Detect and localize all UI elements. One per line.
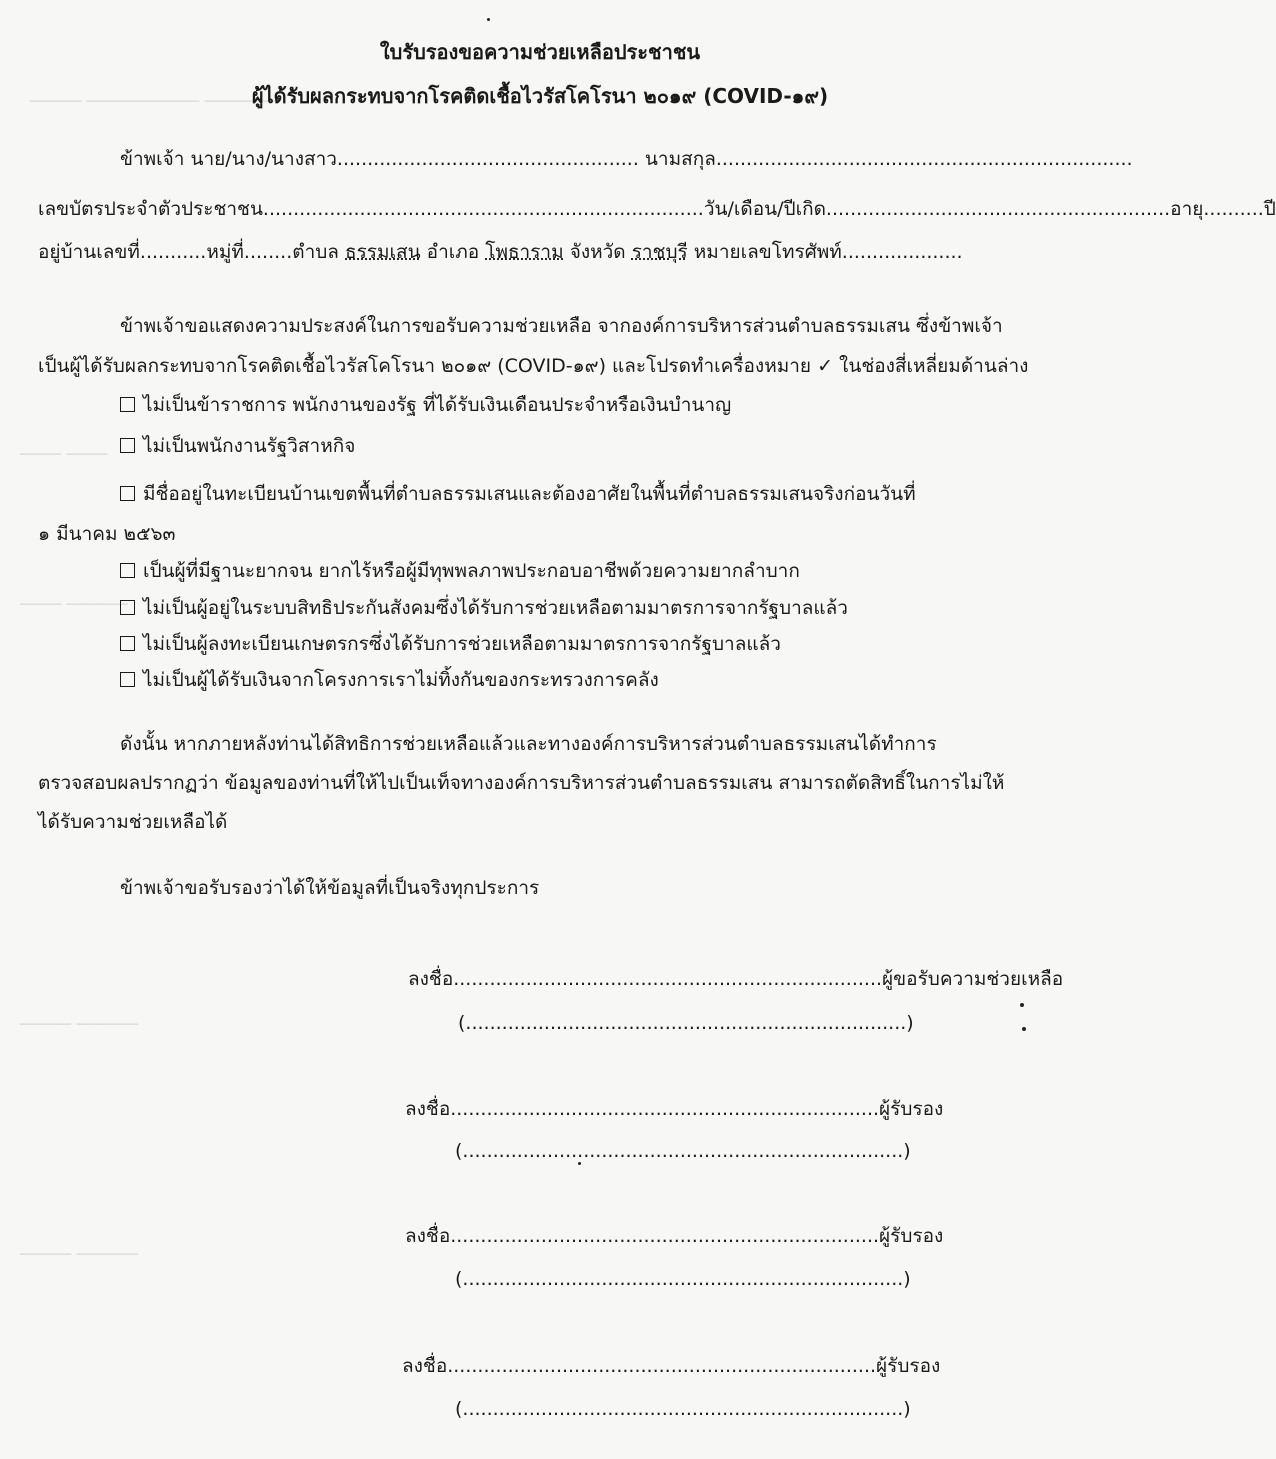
checkbox[interactable] (120, 600, 135, 615)
phone-label: หมายเลขโทรศัพท์.................... (693, 241, 963, 263)
province-label: จังหวัด (569, 241, 626, 263)
checklist-item-continuation: ๑ มีนาคม ๒๕๖๓ (38, 523, 176, 545)
scan-speck (1022, 1027, 1026, 1031)
signature-name-certifier-3[interactable]: (.........................................................................) (455, 1398, 911, 1420)
checklist-item: ไม่เป็นผู้ได้รับเงินจากโครงการเราไม่ทิ้งกันของกระทรวงการคลัง (120, 669, 659, 692)
amphoe-label: อำเภอ (426, 241, 480, 263)
intro-line-2: เป็นผู้ได้รับผลกระทบจากโรคติดเชื้อไวรัสโคโรนา ๒๐๑๙ (COVID-๑๙) และโปรดทำเครื่องหมาย ✓ ในช่องสี่เหลี่ยมด้านล่าง (38, 355, 1029, 377)
address-line (38, 241, 963, 264)
consequence-line-3: ได้รับความช่วยเหลือได้ (38, 811, 228, 833)
checkbox[interactable] (120, 438, 135, 453)
checklist-item: ไม่เป็นผู้อยู่ในระบบสิทธิประกันสังคมซึ่งได้รับการช่วยเหลือตามมาตรการจากรัฐบาลแล้ว (120, 597, 848, 620)
bleed-through-text: ──── ────── (20, 595, 128, 615)
scan-speck (1020, 1003, 1024, 1007)
signature-line-applicant[interactable]: ลงชื่อ.......................................................................ผู้ขอรับความช่วยเหลือ (408, 968, 1064, 990)
signature-line-certifier-3[interactable]: ลงชื่อ.......................................................................ผู้รับรอง (402, 1355, 941, 1377)
signature-name-certifier-1[interactable]: (.........................................................................) (455, 1140, 911, 1162)
checklist-item: มีชื่ออยู่ในทะเบียนบ้านเขตพื้นที่ตำบลธรรมเสนและต้องอาศัยในพื้นที่ตำบลธรรมเสนจริงก่อนวันที่ (120, 483, 916, 506)
checklist-item: เป็นผู้ที่มีฐานะยากจน ยากไร้หรือผู้มีทุพพลภาพประกอบอาชีพด้วยความยากลำบาก (120, 560, 800, 583)
signature-line-certifier-2[interactable]: ลงชื่อ.......................................................................ผู้รับรอง (405, 1225, 944, 1247)
document-title: ใบรับรองขอความช่วยเหลือประชาชน (379, 40, 701, 64)
bleed-through-text: ──── ──── (20, 445, 108, 465)
bleed-through-text: ───── ────── (20, 1245, 138, 1265)
checkbox[interactable] (120, 563, 135, 578)
signature-line-certifier-1[interactable]: ลงชื่อ.......................................................................ผู้รับรอง (405, 1098, 944, 1120)
tambon-value: ธรรมเสน (345, 241, 421, 263)
checklist-item: ไม่เป็นข้าราชการ พนักงานของรัฐ ที่ได้รับเงินเดือนประจำหรือเงินบำนาญ (120, 394, 731, 417)
certification-statement: ข้าพเจ้าขอรับรองว่าได้ให้ข้อมูลที่เป็นจริงทุกประการ (120, 877, 540, 899)
signature-name-applicant[interactable]: (.........................................................................) (458, 1012, 914, 1034)
name-line: ข้าพเจ้า นาย/นาง/นางสาว.................................................. นามสกุล..................................................................... (120, 148, 1133, 170)
checkbox[interactable] (120, 636, 135, 651)
signature-name-certifier-2[interactable]: (.........................................................................) (455, 1268, 911, 1290)
checkbox[interactable] (120, 672, 135, 687)
address-prefix: อยู่บ้านเลขที่...........หมู่ที่........ตำบล (38, 241, 339, 263)
scan-speck (487, 18, 490, 21)
document-subtitle: ผู้ได้รับผลกระทบจากโรคติดเชื้อไวรัสโคโรนา ๒๐๑๙ (COVID-๑๙) (251, 84, 829, 108)
scan-speck (578, 1162, 581, 1165)
province-value: ราชบุรี (631, 241, 688, 263)
consequence-line-1: ดังนั้น หากภายหลังท่านได้สิทธิการช่วยเหลือแล้วและทางองค์การบริหารส่วนตำบลธรรมเสนได้ทำการ (120, 733, 937, 755)
consequence-line-2: ตรวจสอบผลปรากฏว่า ข้อมูลของท่านที่ให้ไปเป็นเท็จทางองค์การบริหารส่วนตำบลธรรมเสน สามารถตัดสิทธิ์ในการไม่ให้ (38, 772, 1005, 794)
checkbox[interactable] (120, 486, 135, 501)
bleed-through-text: ───── ────── (20, 1015, 138, 1035)
bleed-through-text: ───── ─────────── ─────── (30, 92, 277, 112)
id-line: เลขบัตรประจำตัวประชาชน.........................................................................วัน/เดือน/ปีเกิด.........................................................อายุ..........ปี (38, 198, 1276, 220)
amphoe-value: โพธาราม (485, 241, 564, 263)
intro-line-1: ข้าพเจ้าขอแสดงความประสงค์ในการขอรับความช่วยเหลือ จากองค์การบริหารส่วนตำบลธรรมเสน ซึ่งข้าพเจ้า (120, 315, 1003, 337)
checkbox[interactable] (120, 397, 135, 412)
checklist-item: ไม่เป็นพนักงานรัฐวิสาหกิจ (120, 435, 355, 458)
checklist-item: ไม่เป็นผู้ลงทะเบียนเกษตรกรซึ่งได้รับการช่วยเหลือตามมาตรการจากรัฐบาลแล้ว (120, 633, 781, 656)
